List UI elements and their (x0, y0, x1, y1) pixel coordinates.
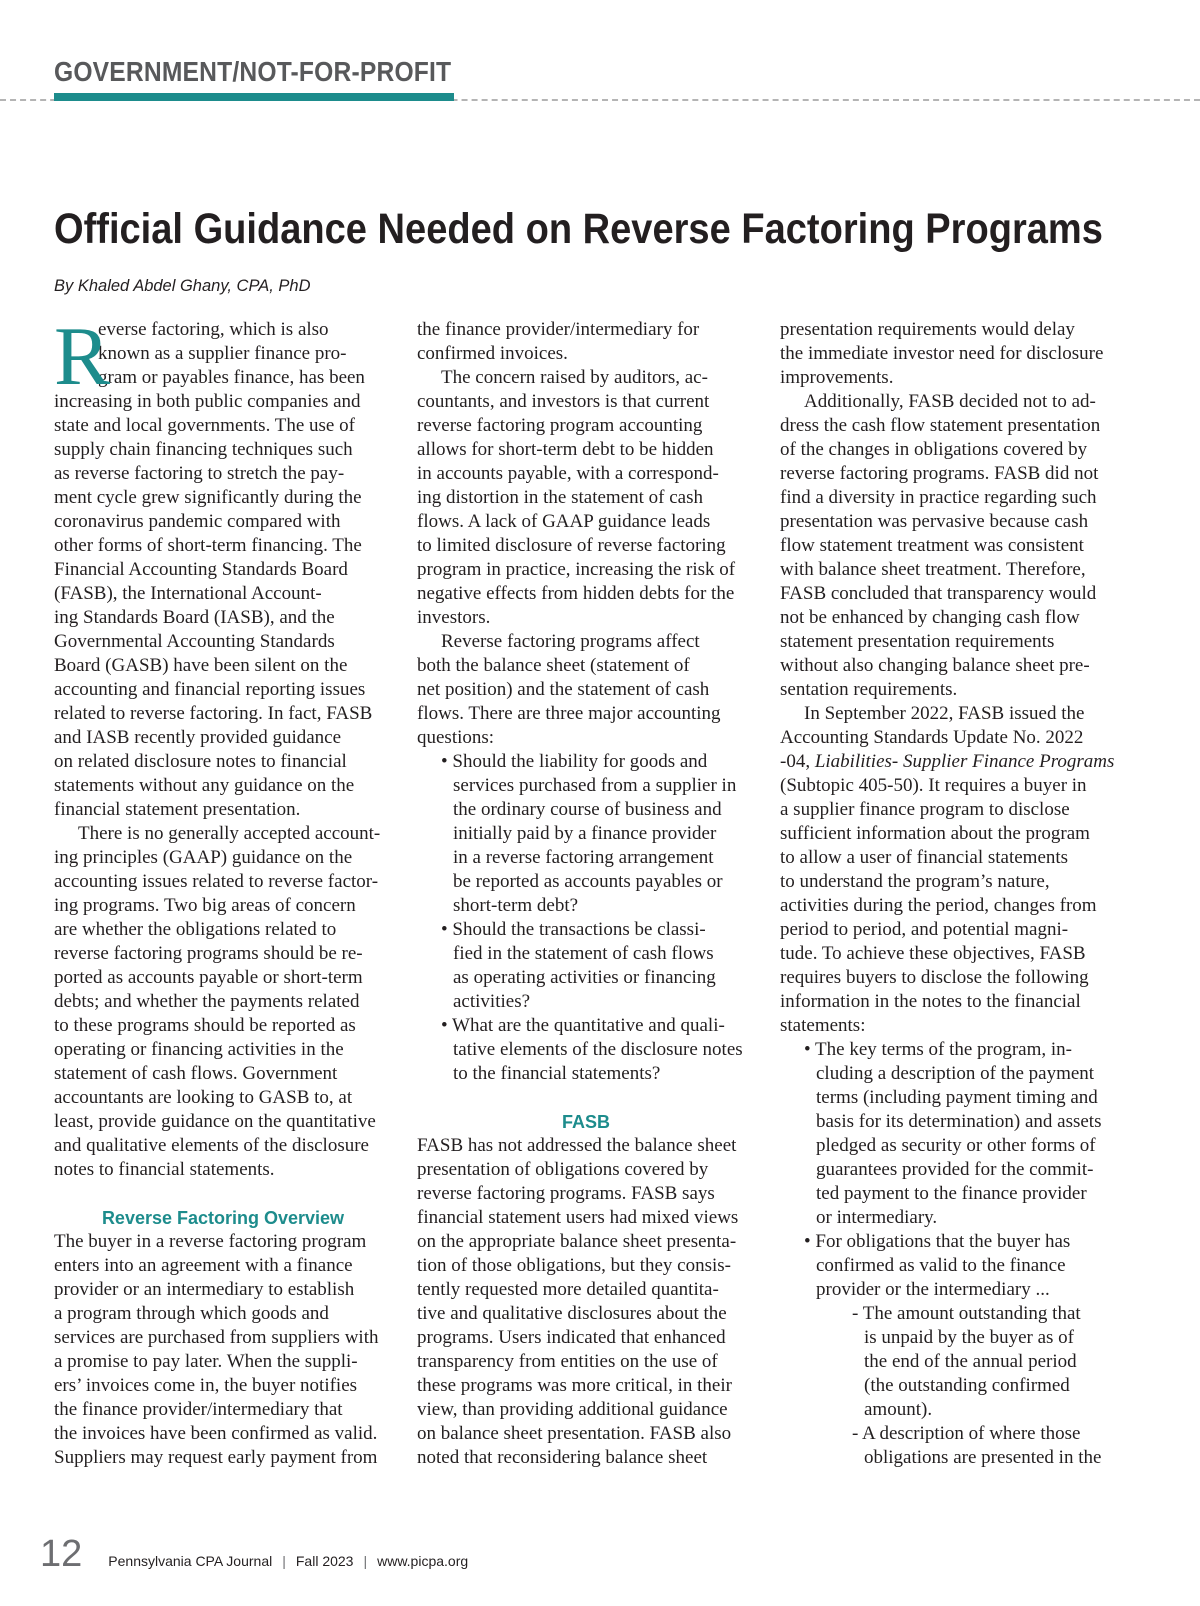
text-line: financial statement users had mixed views (417, 1207, 739, 1228)
text-line: least, provide guidance on the quantitative (54, 1111, 376, 1132)
text-line: obligations are presented in the (864, 1447, 1102, 1468)
article-title: Official Guidance Needed on Reverse Factoring Programs (54, 205, 1103, 253)
text-line: reverse factoring programs. FASB did not (780, 463, 1099, 484)
text-line: Reverse factoring programs affect (441, 631, 700, 652)
text-line: improvements. (780, 367, 894, 388)
text-line: both the balance sheet (statement of (417, 655, 690, 676)
page-footer (40, 1530, 468, 1574)
text-line: of the changes in obligations covered by (780, 439, 1088, 460)
text-line: and IASB recently provided guidance (54, 727, 342, 748)
text-line: tive and qualitative disclosures about the (417, 1303, 727, 1324)
text-line: debts; and whether the payments related (54, 991, 360, 1012)
text-line: to allow a user of financial statements (780, 847, 1069, 868)
spacer (54, 1182, 392, 1206)
text-line: and qualitative elements of the disclosure (54, 1135, 369, 1156)
footer-separator: | (363, 1553, 368, 1569)
text-line: • The key terms of the program, in- (804, 1039, 1073, 1060)
text-line: statement of cash flows. Government (54, 1063, 338, 1084)
text-line: everse factoring, which is also (98, 319, 329, 340)
text-line: sufficient information about the program (780, 823, 1090, 844)
text-line: not be enhanced by changing cash flow (780, 607, 1080, 628)
text-line: terms (including payment timing and (816, 1087, 1098, 1108)
text-line: the ordinary course of business and (453, 799, 722, 820)
text-line: flow statement treatment was consistent (780, 535, 1084, 556)
text-line: amount). (864, 1399, 933, 1420)
text-line: related to reverse factoring. In fact, FASB (54, 703, 373, 724)
text-line: to the financial statements? (453, 1063, 661, 1084)
spacer (417, 1086, 755, 1110)
text-line: in a reverse factoring arrangement (453, 847, 714, 868)
text-line: initially paid by a finance provider (453, 823, 717, 844)
text-line: known as a supplier finance pro- (98, 343, 347, 364)
text-line: FASB concluded that transparency would (780, 583, 1097, 604)
text-line: activities during the period, changes from (780, 895, 1097, 916)
text-line: a supplier finance program to disclose (780, 799, 1070, 820)
text-line: tative elements of the disclosure notes (453, 1039, 743, 1060)
text-line: -04, Liabilities- Supplier Finance Programs (780, 751, 1115, 772)
text-line: Financial Accounting Standards Board (54, 559, 348, 580)
byline: By Khaled Abdel Ghany, CPA, PhD (54, 277, 311, 295)
text-line: investors. (417, 607, 491, 628)
text-line: the finance provider/intermediary that (54, 1399, 343, 1420)
text-line: program in practice, increasing the risk of (417, 559, 736, 580)
text-line: cluding a description of the payment (816, 1063, 1095, 1084)
text-line: ing programs. Two big areas of concern (54, 895, 356, 916)
drop-cap: R (54, 310, 111, 403)
text-line: ted payment to the finance provider (816, 1183, 1087, 1204)
text-line: on related disclosure notes to financial (54, 751, 347, 772)
text-line: questions: (417, 727, 495, 748)
footer-separator: | (282, 1553, 286, 1569)
text-line: (FASB), the International Account- (54, 583, 322, 604)
text-line: financial statement presentation. (54, 799, 301, 820)
text-line: provider or the intermediary ... (816, 1279, 1050, 1300)
text-line: without also changing balance sheet pre- (780, 655, 1090, 676)
text-line: net position) and the statement of cash (417, 679, 710, 700)
text-line: the end of the annual period (864, 1351, 1077, 1372)
header-accent-bar (54, 93, 454, 101)
text-line: presentation of obligations covered by (417, 1159, 709, 1180)
text-line: find a diversity in practice regarding such (780, 487, 1097, 508)
text-line: supply chain financing techniques such (54, 439, 353, 460)
text-line: tently requested more detailed quantita- (417, 1279, 719, 1300)
text-line: or intermediary. (816, 1207, 938, 1228)
text-line: presentation requirements would delay (780, 319, 1075, 340)
standard-title: Liabilities- Supplier Finance Programs (814, 751, 1115, 772)
text-line: transparency from entities on the use of (417, 1351, 718, 1372)
text-line: a program through which goods and (54, 1303, 329, 1324)
text-line: on balance sheet presentation. FASB also (417, 1423, 732, 1444)
text-line: fied in the statement of cash flows (453, 943, 714, 964)
text-line: is unpaid by the buyer as of (864, 1327, 1075, 1348)
text-line: accountants are looking to GASB to, at (54, 1087, 353, 1108)
text-line: ing principles (GAAP) guidance on the (54, 847, 353, 868)
text-line: • For obligations that the buyer has (804, 1231, 1071, 1252)
text-line: period to period, and potential magni- (780, 919, 1069, 940)
text-line: • What are the quantitative and quali- (441, 1015, 725, 1036)
column-1 (54, 310, 392, 1470)
text-line: The concern raised by auditors, ac- (441, 367, 708, 388)
text-line: coronavirus pandemic compared with (54, 511, 341, 532)
text-line: flows. There are three major accounting (417, 703, 721, 724)
text-line: • Should the transactions be classi- (441, 919, 706, 940)
text-line: - A description of where those (852, 1423, 1081, 1444)
subheading: FASB (561, 1112, 610, 1132)
text-line: operating or financing activities in the (54, 1039, 344, 1060)
text-line: Governmental Accounting Standards (54, 631, 335, 652)
text-line: increasing in both public companies and (54, 391, 361, 412)
text-line: the immediate investor need for disclosure (780, 343, 1104, 364)
text-line: notes to financial statements. (54, 1159, 275, 1180)
text-line: to limited disclosure of reverse factoring (417, 535, 726, 556)
text-line: requires buyers to disclose the following (780, 967, 1089, 988)
text-line: tion of those obligations, but they consis- (417, 1255, 732, 1276)
text-line: reverse factoring program accounting (417, 415, 703, 436)
text-line: guarantees provided for the commit- (816, 1159, 1094, 1180)
text-line: as reverse factoring to stretch the pay- (54, 463, 345, 484)
text-line: ing distortion in the statement of cash (417, 487, 704, 508)
text-line: accounting and financial reporting issues (54, 679, 366, 700)
text-line: short-term debt? (453, 895, 579, 916)
text-line: other forms of short-term financing. The (54, 535, 362, 556)
text-line: a promise to pay later. When the suppli- (54, 1351, 358, 1372)
text-line: In September 2022, FASB issued the (804, 703, 1085, 724)
text-line: programs. Users indicated that enhanced (417, 1327, 726, 1348)
text-line: allows for short-term debt to be hidden (417, 439, 714, 460)
column-2 (417, 318, 755, 1470)
text-line: basis for its determination) and assets (816, 1111, 1102, 1132)
text-line: Accounting Standards Update No. 2022 (780, 727, 1084, 748)
text-line: these programs was more critical, in their (417, 1375, 732, 1396)
text-line: information in the notes to the financial (780, 991, 1081, 1012)
text-line: activities? (453, 991, 531, 1012)
text-line: There is no generally accepted account- (78, 823, 381, 844)
text-line: to these programs should be reported as (54, 1015, 356, 1036)
text-line: statement presentation requirements (780, 631, 1055, 652)
text-line: ers’ invoices come in, the buyer notifies (54, 1375, 358, 1396)
text-line: sentation requirements. (780, 679, 958, 700)
text-line: presentation was pervasive because cash (780, 511, 1089, 532)
text-line: enters into an agreement with a finance (54, 1255, 353, 1276)
text-line: view, than providing additional guidance (417, 1399, 728, 1420)
text-line: confirmed invoices. (417, 343, 568, 364)
text-line: Suppliers may request early payment from (54, 1447, 378, 1468)
text-line: statements: (780, 1015, 866, 1036)
text-line: as operating activities or financing (453, 967, 716, 988)
text-line: the invoices have been confirmed as valid. (54, 1423, 378, 1444)
text-line: with balance sheet treatment. Therefore, (780, 559, 1086, 580)
text-line: to understand the program’s nature, (780, 871, 1050, 892)
text-line: noted that reconsidering balance sheet (417, 1447, 708, 1468)
text-line: accounting issues related to reverse factor- (54, 871, 379, 892)
text-line: gram or payables finance, has been (98, 367, 365, 388)
text-line: ment cycle grew significantly during the (54, 487, 362, 508)
text-line: FASB has not addressed the balance sheet (417, 1135, 737, 1156)
text-line: tude. To achieve these objectives, FASB (780, 943, 1086, 964)
text-line: in accounts payable, with a correspond- (417, 463, 719, 484)
text-line: ing Standards Board (IASB), and the (54, 607, 335, 628)
text-line: state and local governments. The use of (54, 415, 355, 436)
text-line: ported as accounts payable or short-term (54, 967, 363, 988)
text-line: services purchased from a supplier in (453, 775, 737, 796)
text-line: • Should the liability for goods and (441, 751, 708, 772)
text-line: countants, and investors is that current (417, 391, 710, 412)
text-line: services are purchased from suppliers with (54, 1327, 379, 1348)
footer-publication: Pennsylvania CPA Journal (108, 1553, 273, 1569)
text-line: Additionally, FASB decided not to ad- (804, 391, 1096, 412)
text-line: reverse factoring programs. FASB says (417, 1183, 715, 1204)
text-line: provider or an intermediary to establish (54, 1279, 355, 1300)
text-line: negative effects from hidden debts for the (417, 583, 735, 604)
column-3 (780, 318, 1118, 1470)
section-header: GOVERNMENT/NOT-FOR-PROFIT (54, 56, 452, 87)
text-line: (the outstanding confirmed (864, 1375, 1070, 1396)
text-line: reverse factoring programs should be re- (54, 943, 363, 964)
text-line: the finance provider/intermediary for (417, 319, 700, 340)
footer-issue: Fall 2023 (295, 1553, 354, 1569)
text-line: - The amount outstanding that (852, 1303, 1081, 1324)
text-line: confirmed as valid to the finance (816, 1255, 1066, 1276)
text-line: (Subtopic 405-50). It requires a buyer in (780, 775, 1087, 796)
subheading: Reverse Factoring Overview (101, 1208, 345, 1228)
page-number: 12 (40, 1533, 83, 1575)
text-line: are whether the obligations related to (54, 919, 337, 940)
text-line: dress the cash flow statement presentation (780, 415, 1101, 436)
text-line: flows. A lack of GAAP guidance leads (417, 511, 711, 532)
footer-website: www.picpa.org (377, 1553, 469, 1569)
text-line: pledged as security or other forms of (816, 1135, 1096, 1156)
text-line: on the appropriate balance sheet presenta- (417, 1231, 737, 1252)
text-line: be reported as accounts payables or (453, 871, 723, 892)
text-line: Board (GASB) have been silent on the (54, 655, 348, 676)
text-line: The buyer in a reverse factoring program (54, 1231, 367, 1252)
text-line: statements without any guidance on the (54, 775, 355, 796)
